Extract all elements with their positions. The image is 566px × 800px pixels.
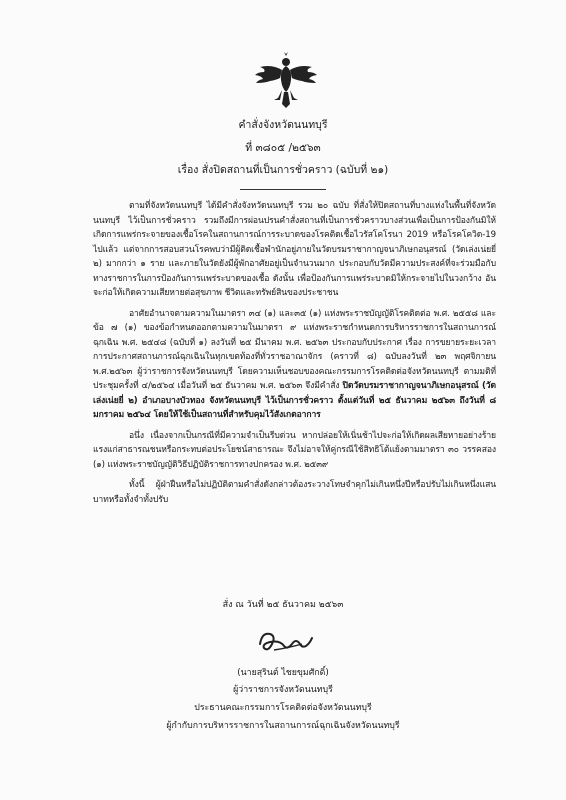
order-directive: ปิดวัดบรมราชากาญจนาภิเษกอนุสรณ์ (วัดเล่งเน่ยยี่ ๒) อำเภอบางบัวทอง จังหวัดนนทบุรี ไว้เป็นการชั่วคราว ตั้งแต่วันที่ ๒๕ ธันวาคม ๒๕๖๓ ถึงวันที่ ๘ มกราคม ๒๕๖๔ โดยให้ใช้เป็นสถานที่สำหรับคุมไว้สังเกตอาการ — [93, 381, 496, 420]
signer-position-committee: ประธานคณะกรรมการโรคติดต่อจังหวัดนนทบุรี — [194, 703, 372, 713]
order-body — [93, 199, 496, 513]
paragraph-authority — [93, 307, 496, 423]
authority-text: อาศัยอำนาจตามความในมาตรา ๓๔ (๑) และ๓๕ (๑) แห่งพระราชบัญญัติโรคติดต่อ พ.ศ. ๒๕๕๘ และข้อ ๗ (๑) ของข้อกำหนดออกตามความในมาตรา ๙ แห่งพระราชกำหนดการบริหารราชการในสถานการณ์ฉุกเฉิน พ.ศ. ๒๕๔๘ (ฉบับที่ ๑) ลงวันที่ ๒๕ มีนาคม พ.ศ. ๒๕๖๓ ประกอบกับประกาศ เรื่อง การขยายระยะเวลาการประกาศสถานการณ์ฉุกเฉินในทุกเขตท้องที่ทั่วราชอาณาจักร (คราวที่ ๘) ฉบับลงวันที่ ๒๓ พฤศจิกายน พ.ศ.๒๕๖๓ ผู้ว่าราชการจังหวัดนนทบุรี โดยความเห็นชอบของคณะกรรมการโรคติดต่อจังหวัดนนทบุรี ตามมติที่ประชุมครั้งที่ ๔/๒๕๖๔ เมื่อวันที่ ๒๕ ธันวาคม พ.ศ. ๒๕๖๓ จึงมีคำสั่ง — [93, 308, 496, 391]
garuda-emblem-icon — [255, 52, 317, 108]
signer-position-governor: ผู้ว่าราชการจังหวัดนนทบุรี — [233, 685, 333, 695]
order-number: ที่ ๓๘๐๕ /๒๕๖๓ — [245, 142, 321, 154]
paragraph-penalty: ทั้งนี้ ผู้ฝ่าฝืนหรือไม่ปฏิบัติตามคำสั่งดังกล่าวต้องระวางโทษจำคุกไม่เกินหนึ่งปีหรือปรับไม่เกินหนึ่งแสนบาทหรือทั้งจำทั้งปรับ — [93, 480, 496, 505]
order-title: คำสั่งจังหวัดนนทบุรี — [238, 119, 328, 131]
signer-position-emergency: ผู้กำกับการบริหารราชการในสถานการณ์ฉุกเฉินจังหวัดนนทบุรี — [166, 721, 400, 731]
paragraph-urgency: อนึ่ง เนื่องจากเป็นกรณีที่มีความจำเป็นรีบด่วน หากปล่อยให้เนิ่นช้าไปจะก่อให้เกิดผลเสียหายอย่างร้ายแรงแก่สาธารณชนหรือกระทบต่อประโยชน์สาธารณะ จึงไม่อาจให้คู่กรณีใช้สิทธิโต้แย้งตามมาตรา ๓๐ วรรคสอง (๑) แห่งพระราชบัญญัติวิธีปฏิบัติราชการทางปกครอง พ.ศ. ๒๕๓๙ — [93, 430, 496, 470]
order-subject: เรื่อง สั่งปิดสถานที่เป็นการชั่วคราว (ฉบับที่ ๒๑) — [177, 164, 389, 176]
paragraph-background: ตามที่จังหวัดนนทบุรี ได้มีคำสั่งจังหวัดนนทบุรี รวม ๒๐ ฉบับ ที่สั่งให้ปิดสถานที่บางแห่งในพื้นที่จังหวัดนนทบุรี ไว้เป็นการชั่วคราว รวมถึงมีการผ่อนปรนคำสั่งสถานที่เป็นการชั่วคราวบางส่วนเพื่อเป็นการป้องกันมิให้เกิดการแพร่กระจายของเชื้อโรคในสถานการณ์การระบาดของโรคติดเชื้อไวรัสโคโรนา 2019 หรือโรคโควิด-19 ไปแล้ว แต่จากการสอบสวนโรคพบว่ามีผู้ติดเชื้อพำนักอยู่ภายในวัดบรมราชากาญจนาภิเษกอนุสรณ์ (วัดเล่งเน่ยยี่ ๒) มากกว่า ๑ ราย และภายในวัดยังมีผู้พักอาศัยอยู่เป็นจำนวนมาก ประกอบกับวัดมีความประสงค์ที่จะร่วมมือกับทางราชการในการป้องกันการแพร่ระบาดของเชื้อ ดังนั้น เพื่อป้องกันการแพร่ระบาดมิให้กระจายไปในวงกว้าง อันจะก่อให้เกิดความเสียหายต่อสุขภาพ ชีวิตและทรัพย์สินของประชาชน — [93, 201, 496, 298]
signing-date: สั่ง ณ วันที่ ๒๕ ธันวาคม ๒๕๖๓ — [222, 600, 344, 610]
divider-line — [240, 189, 326, 190]
signer-name: (นายสุรินต์ ไชยขุมศักดิ์) — [237, 668, 329, 678]
handwritten-signature — [254, 624, 314, 658]
